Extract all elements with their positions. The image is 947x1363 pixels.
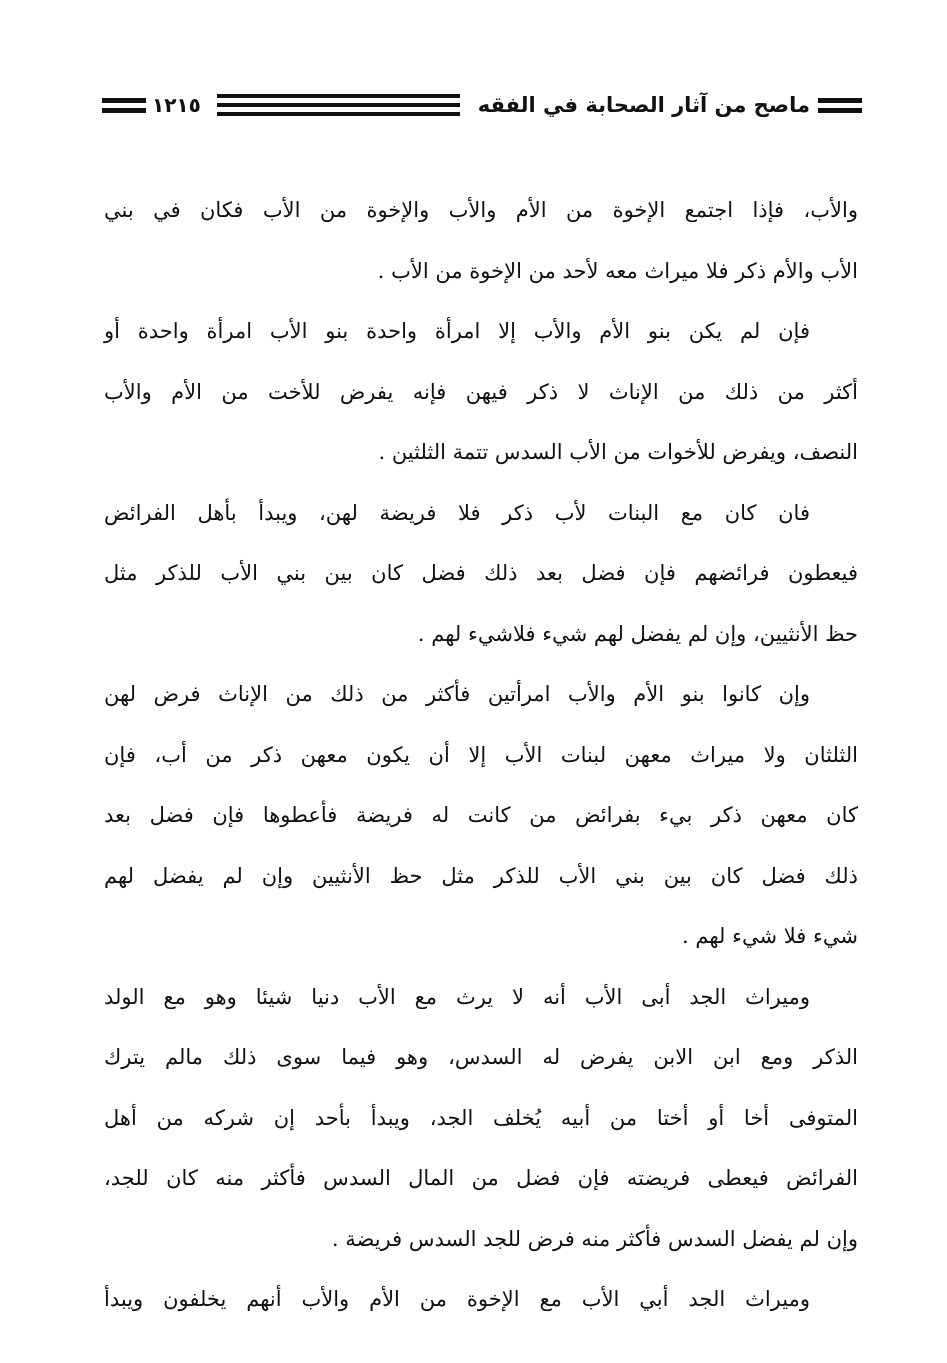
text-line: الأب والأم ذكر فلا ميراث معه لأحد من الإخوة من الأب . bbox=[377, 258, 858, 283]
paragraph bbox=[104, 664, 858, 967]
text-line: أكثر من ذلك من الإناث لا ذكر فيهن فإنه يفرض للأخت من الأم والأب bbox=[104, 379, 858, 404]
text-line: وميراث الجد أبى الأب أنه لا يرث مع الأب دنيا شيئا وهو مع الولد bbox=[104, 984, 810, 1009]
text-line: الذكر ومع ابن الابن يفرض له السدس، وهو فيما سوى ذلك مالم يترك bbox=[104, 1045, 858, 1069]
text-line: فيعطون فرائضهم فإن فضل بعد ذلك فضل كان بين بني الأب للذكر مثل bbox=[104, 561, 858, 585]
paragraph bbox=[104, 967, 858, 1270]
text-line: والأب، فإذا اجتمع الإخوة من الأم والأب والإخوة من الأب فكان في بني bbox=[104, 198, 858, 222]
text-line: شيء فلا شيء لهم . bbox=[682, 924, 858, 948]
text-line: الفرائض فيعطى فريضته فإن فضل من المال السدس فأكثر منه كان للجد، bbox=[104, 1166, 858, 1190]
text-line: الثلثان ولا ميراث معهن لبنات الأب إلا أن يكون معهن ذكر من أب، فإن bbox=[104, 742, 858, 767]
paragraph bbox=[104, 180, 858, 301]
text-line: فان كان مع البنات لأب ذكر فلا فريضة لهن، ويبدأ بأهل الفرائض bbox=[104, 500, 810, 525]
body-text bbox=[104, 180, 858, 1330]
paragraph bbox=[104, 301, 858, 483]
text-line: ذلك فضل كان بين بني الأب للذكر مثل حظ الأنثيين وإن لم يفضل لهم bbox=[104, 863, 858, 888]
header-rule-left bbox=[102, 98, 146, 113]
header-rule-middle bbox=[217, 94, 460, 116]
paragraph bbox=[104, 1269, 858, 1330]
text-line: فإن لم يكن بنو الأم والأب إلا امرأة واحدة بنو الأب امرأة واحدة أو bbox=[104, 319, 810, 343]
running-title: ماصح من آثار الصحابة في الفقه bbox=[477, 93, 810, 117]
header-rule-right bbox=[818, 98, 862, 113]
text-line: كان معهن ذكر بيء بفرائض من كانت له فريضة فأعطوها فإن فضل بعد bbox=[104, 803, 858, 827]
paragraph bbox=[104, 483, 858, 665]
text-line: وميراث الجد أبي الأب مع الإخوة من الأم والأب أنهم يخلفون ويبدأ bbox=[104, 1287, 810, 1311]
text-line: وإن كانوا بنو الأم والأب امرأتين فأكثر من ذلك من الإناث فرض لهن bbox=[104, 682, 810, 706]
text-line: وإن لم يفضل السدس فأكثر منه فرض للجد السدس فريضة . bbox=[331, 1226, 858, 1251]
page-number: ١٢١٥ bbox=[152, 93, 201, 117]
text-line: حظ الأنثيين، وإن لم يفضل لهم شيء فلاشيء لهم . bbox=[417, 621, 858, 646]
text-line: النصف، ويفرض للأخوات من الأب السدس تتمة الثلثين . bbox=[378, 440, 858, 464]
page-header bbox=[102, 88, 862, 122]
text-line: المتوفى أخا أو أختا من أبيه يُخلف الجد، ويبدأ بأحد إن شركه من أهل bbox=[104, 1105, 858, 1130]
